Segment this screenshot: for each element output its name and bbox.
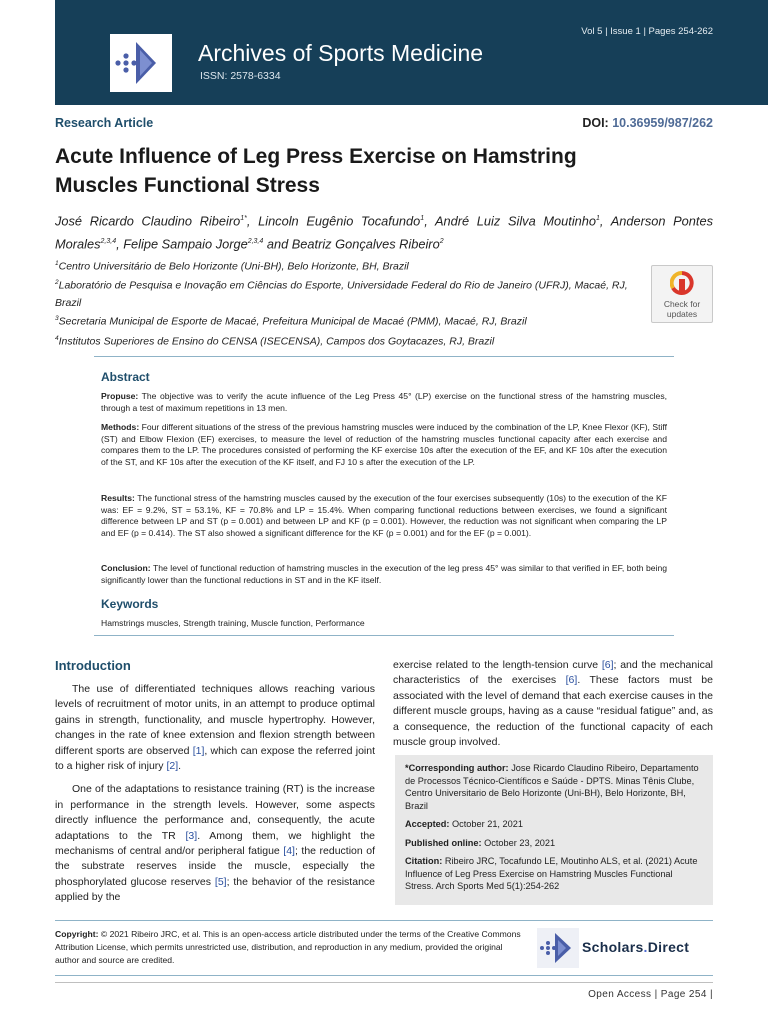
author-affiliation-marker: 1* (240, 215, 247, 222)
published-date (405, 837, 703, 850)
intro-paragraph-1 (55, 682, 375, 774)
intro-p1-text-a: The use of differentiated techniques allows reaching various levels of recruitment of motor units, in an attempt to produce optimal gains in strength, functionality, and muscle hypertrophy. However, changes in the rate of knee extension and flexion strength between different sports are observed (55, 683, 375, 757)
intro-paragraph-2 (55, 782, 375, 905)
introduction-heading: Introduction (55, 658, 131, 673)
citation-link[interactable]: [3] (185, 829, 198, 842)
author-affiliation-marker: 1 (420, 215, 425, 222)
publisher-name-dot: . (643, 939, 648, 955)
author-affiliation-marker: 2 (439, 238, 444, 246)
affiliation-text: Laboratório de Pesquisa e Inovação em Ciências do Esporte, Universidade Federal do Rio de Janeiro (UFRJ), Macaé, RJ, Brazil (55, 279, 628, 309)
intro-p1-text-b: , which can expose the referred joint to a higher risk of injury (55, 744, 375, 773)
accepted-label: Accepted: (405, 819, 450, 829)
publisher-name-part-1: Scholars (582, 939, 644, 955)
affiliation-item (55, 311, 635, 330)
title-line-1: Acute Influence of Leg Press Exercise on Hamstring (55, 145, 577, 168)
affiliation-item (55, 275, 635, 311)
affiliation-number: 2 (55, 279, 59, 287)
abstract-conclusion (101, 563, 667, 586)
affiliation-number: 4 (55, 334, 59, 342)
author-affiliation-marker: 2,3,4 (247, 238, 264, 246)
citation (405, 855, 703, 893)
conclusion-text: The level of functional reduction of hamstring muscles in the execution of the leg press 45° was similar to that verified in EF, both being significantly lower than the functional reductions in ST and in the KF itself. (101, 563, 668, 585)
publisher-name-part-2: Direct (647, 939, 690, 955)
author-name: Anderson Pontes Morales (55, 213, 713, 252)
abstract-propuse (101, 391, 667, 414)
check-for-updates-label (652, 299, 712, 319)
citation-text: Ribeiro JRC, Tocafundo LE, Moutinho ALS, et al. (2021) Acute Influence of Leg Press Exercise on Hamstring Muscles Functional Stress. Arch Sports Med 5(1):254-262 (405, 856, 698, 891)
scholars-direct-logo-icon (537, 928, 579, 968)
issue-info: Vol 5 | Issue 1 | Pages 254-262 (581, 26, 713, 37)
propuse-label: Propuse: (101, 391, 139, 401)
affiliation-item (55, 331, 635, 350)
intro-right-text-b: ; and the mechanical characteristics of the exercises (393, 659, 713, 687)
citation-link[interactable]: [1] (192, 744, 205, 757)
citation-link[interactable]: [2] (166, 760, 179, 773)
affiliation-number: 1 (55, 260, 59, 267)
keywords-heading: Keywords (101, 597, 159, 611)
article-type: Research Article (55, 116, 154, 130)
affiliation-item (55, 256, 635, 275)
propuse-text: The objective was to verify the acute influence of the Leg Press 45° (LP) exercise on the functional stress of the hamstring muscles, through a test of maximum repetitions in 13 men. (101, 391, 668, 413)
affiliation-text: Centro Universitário de Belo Horizonte (Uni-BH), Belo Horizonte, BH, Brazil (58, 260, 409, 273)
abstract-section (94, 356, 674, 636)
author-affiliation-marker: 1 (596, 215, 600, 222)
doi (582, 116, 713, 130)
keywords-text: Hamstrings muscles, Strength training, Muscle function, Performance (101, 618, 365, 628)
intro-right-text-c: . These factors must be associated with the level of demand that each exercise causes in the different muscle groups, having as a cause “residual fatigue” and, as a consequence, the reduction of the functional capacity of each muscle group involved. (393, 674, 713, 749)
intro-right-text-a: exercise related to the length-tension curve (393, 659, 602, 671)
doi-label: DOI: (582, 116, 609, 130)
author-separator: , (599, 213, 611, 229)
copyright-section (55, 920, 713, 976)
article-title (55, 142, 695, 200)
page-footer: Open Access | Page 254 | (588, 989, 713, 1000)
author-name: Beatriz Gonçalves Ribeiro (291, 236, 440, 252)
copyright-label: Copyright: (55, 929, 99, 939)
intro-right-column (393, 658, 713, 750)
publisher-name (582, 939, 689, 955)
citation-link[interactable]: [4] (283, 845, 295, 858)
published-value: October 23, 2021 (484, 837, 556, 848)
abstract-methods (101, 422, 667, 468)
results-label: Results: (101, 493, 135, 503)
check-for-updates-button[interactable] (651, 265, 713, 323)
intro-paragraph-continued (393, 658, 713, 750)
author-affiliation-marker: 2,3,4 (100, 238, 117, 246)
affiliation-number: 3 (55, 315, 59, 323)
copyright-text (55, 928, 525, 966)
accepted-date (405, 818, 703, 831)
intro-left-column (55, 682, 375, 906)
citation-label: Citation: (405, 856, 443, 866)
intro-p2-text-a: One of the adaptations to resistance training (RT) is the increase in performance in the strength levels. However, some aspects directly influence the performance and, consequently, the acute adaptations to the TR (55, 783, 375, 842)
citation-link[interactable]: [6] (601, 659, 614, 671)
methods-label: Methods: (101, 422, 140, 432)
footer-divider (55, 982, 713, 983)
results-text: The functional stress of the hamstring muscles caused by the execution of the four exercises subsequently (10s) to the execution of the KF was: EF = 9.2%, ST = 53.1%, KF = 70.8% and LP = 15.4%. When comparing functional reductions between exercises, we found a significant difference between LP and ST (p = 0.001) and between LP and KF (p = 0.001). However, the reduction was not significant when comparing the LP and EF (p = 0.414). The ST also showed a significant difference for the KF (p = 0.001) and for the EF (p = 0.001). (101, 493, 667, 538)
published-label: Published online: (405, 837, 482, 848)
corr-text: Jose Ricardo Claudino Ribeiro, Departamento de Processos Técnico-Científicos e Saúde - DPTS. Minas Tênis Clube, Centro Universitario de Belo Horizonte (Uni-BH), Belo Horizonte, BH, Brazil (405, 763, 699, 811)
abstract-heading: Abstract (101, 370, 150, 384)
issn: ISSN: 2578-6334 (200, 70, 281, 82)
author-list (55, 208, 713, 255)
affiliation-text: Institutos Superiores de Ensino do CENSA (ISECENSA), Campos dos Goytacazes, RJ, Brazil (58, 335, 495, 348)
intro-p2-text-d: ; the behavior of the resistance applied by the (55, 875, 375, 904)
methods-text: Four different situations of the stress of the previous hamstring muscles were induced by the combination of the LP, Knee Flexor (KF), Stiff (ST) and Elbow Flexion (EF) exercises, to measure the level of reduction of the hamstring muscles functional capacity after each exercise and compares them to the LP. The procedures consisted of performing the KF exercise 10s after the execution of the EF, and KF 10s after the execution of the ST, and KF 10s after the execution of the KF itself, and FJ 10 s after the execution of the LP. (101, 422, 668, 467)
check-for-updates-line-1: Check for (663, 299, 701, 309)
title-line-2: Muscles Functional Stress (55, 174, 320, 197)
correspondence-box (395, 755, 713, 905)
author-name: André Luiz Silva Moutinho (434, 213, 597, 229)
corresponding-author (405, 762, 703, 812)
author-separator: , (246, 213, 259, 229)
affiliation-text: Secretaria Municipal de Esporte de Macaé, Prefeitura Municipal de Macaé (PMM), Macaé, RJ, Brazil (58, 315, 527, 328)
journal-name: Archives of Sports Medicine (198, 40, 484, 66)
intro-p2-text-c: ; the reduction of the substrate reserves inside the muscle, especially the phosphorylated glucose reserves (55, 845, 375, 888)
copyright-body: © 2021 Ribeiro JRC, et al. This is an open-access article distributed under the terms of the Creative Commons Attribution License, which permits unrestricted use, distribution, and reproduction in any medium, provided the original author and source are credited. (55, 929, 521, 965)
author-separator: , (424, 213, 435, 229)
intro-p2-text-b: . Among them, we highlight the mechanisms of central and/or peripheral fatigue (55, 829, 375, 858)
citation-link[interactable]: [5] (214, 875, 227, 888)
abstract-results (101, 493, 667, 539)
conclusion-label: Conclusion: (101, 563, 151, 573)
citation-link[interactable]: [6] (565, 674, 578, 687)
author-name: Felipe Sampaio Jorge (123, 236, 248, 252)
publisher-logo[interactable] (537, 928, 713, 968)
author-separator: , (116, 236, 124, 252)
author-name: Lincoln Eugênio Tocafundo (258, 213, 421, 229)
check-for-updates-line-2: updates (666, 309, 698, 319)
affiliation-list (55, 256, 635, 350)
intro-p1-text-c: . (178, 760, 182, 773)
accepted-value: October 21, 2021 (451, 819, 523, 829)
journal-header (55, 0, 768, 105)
journal-logo-icon (110, 34, 172, 92)
author-name: José Ricardo Claudino Ribeiro (55, 213, 241, 229)
doi-link[interactable]: 10.36959/987/262 (612, 116, 713, 130)
author-separator: and (263, 236, 292, 252)
corr-label: *Corresponding author: (405, 763, 509, 773)
check-for-updates-icon (670, 271, 694, 302)
